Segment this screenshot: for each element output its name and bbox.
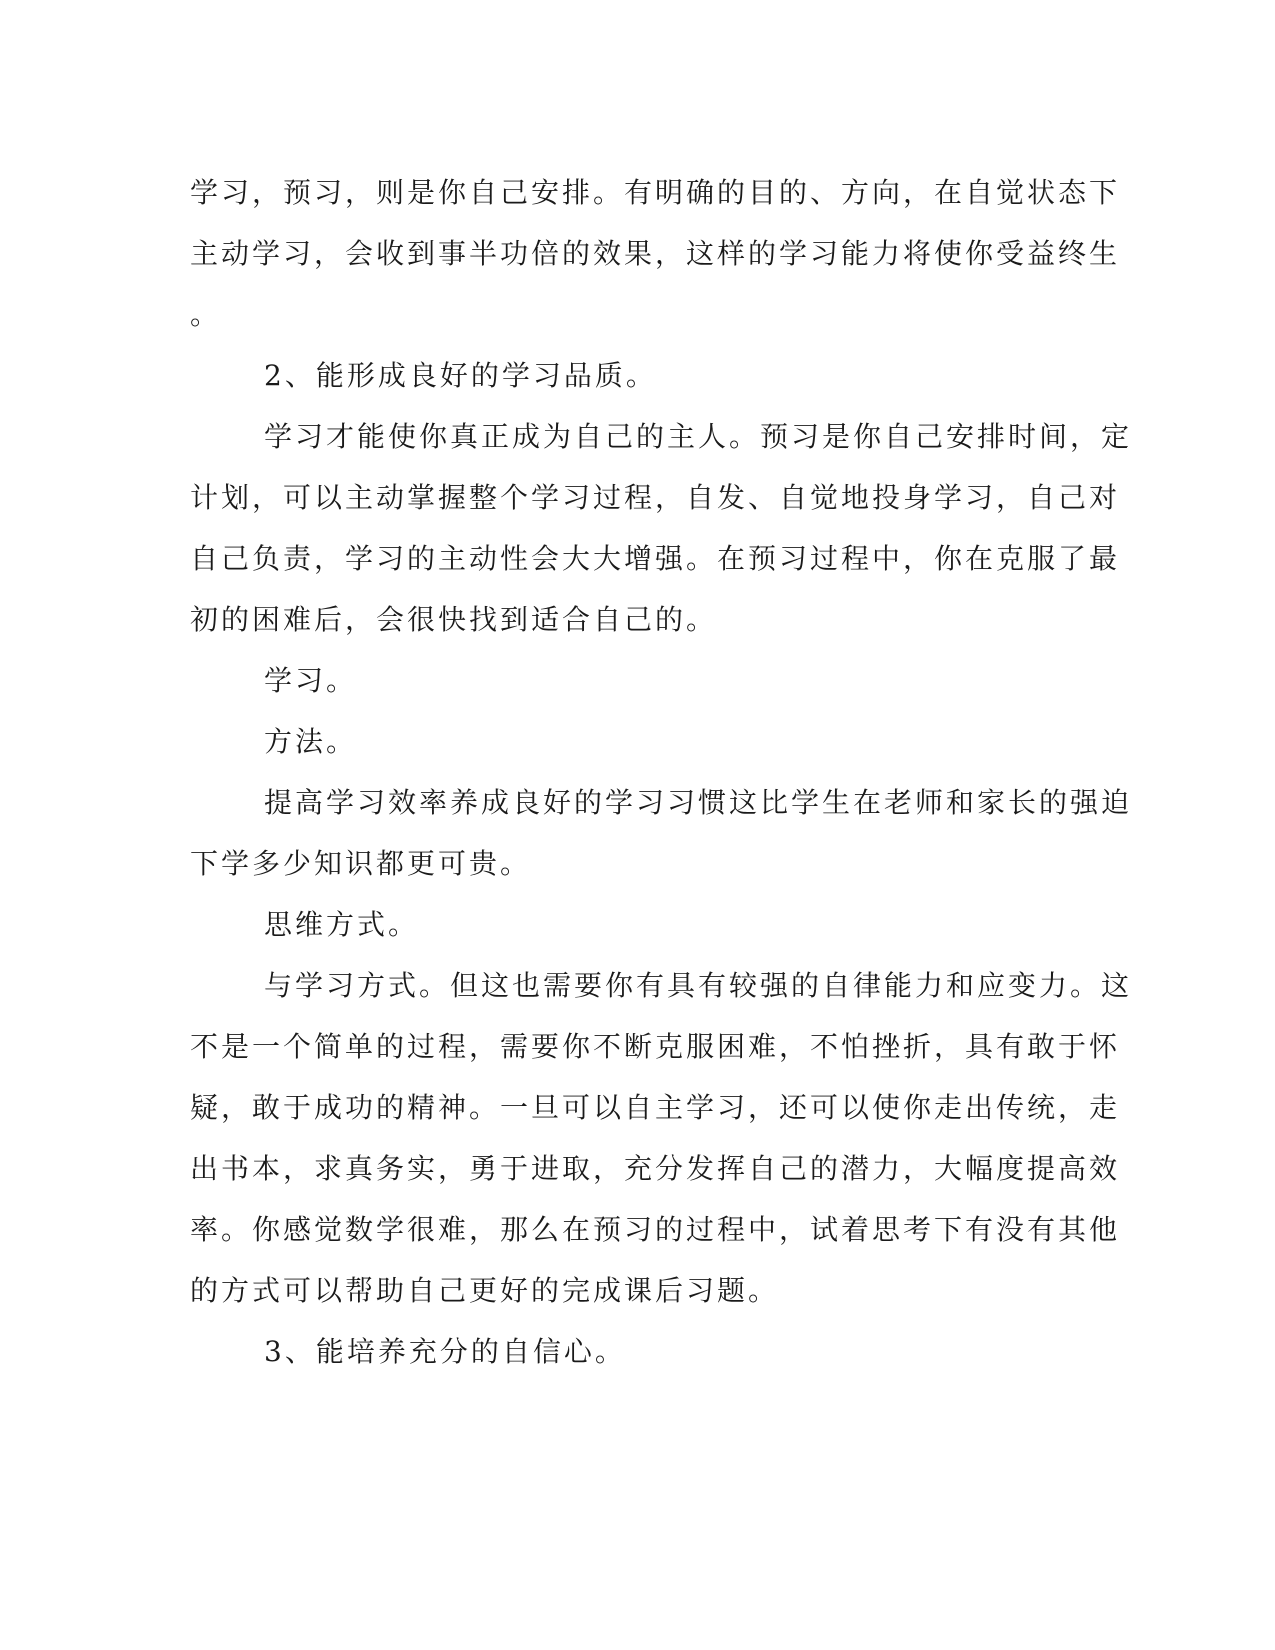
text-line: 。 xyxy=(190,298,222,331)
text-line: 出书本，求真务实，勇于进取，充分发挥自己的潜力，大幅度提高效 xyxy=(190,1152,1121,1185)
text-line: 不是一个简单的过程，需要你不断克服困难，不怕挫折，具有敢于怀 xyxy=(190,1030,1121,1063)
text-line: 初的困难后，会很快找到适合自己的。 xyxy=(190,603,718,636)
text-line: 学习。 xyxy=(264,664,358,697)
text-line: 下学多少知识都更可贵。 xyxy=(190,847,532,880)
text-line: 提高学习效率养成良好的学习习惯这比学生在老师和家长的强迫 xyxy=(264,786,1133,819)
text-line: 计划，可以主动掌握整个学习过程，自发、自觉地投身学习，自己对 xyxy=(190,481,1121,514)
document-body xyxy=(190,162,1133,1382)
section-heading: 2、能形成良好的学习品质。 xyxy=(264,359,657,392)
text-line: 疑，敢于成功的精神。一旦可以自主学习，还可以使你走出传统，走 xyxy=(190,1091,1121,1124)
text-line: 主动学习，会收到事半功倍的效果，这样的学习能力将使你受益终生 xyxy=(190,237,1121,270)
text-line: 率。你感觉数学很难，那么在预习的过程中，试着思考下有没有其他 xyxy=(190,1213,1121,1246)
text-line: 学习才能使你真正成为自己的主人。预习是你自己安排时间，定 xyxy=(264,420,1133,453)
text-line: 学习，预习，则是你自己安排。有明确的目的、方向，在自觉状态下 xyxy=(190,176,1121,209)
text-line: 与学习方式。但这也需要你有具有较强的自律能力和应变力。这 xyxy=(264,969,1133,1002)
section-heading: 3、能培养充分的自信心。 xyxy=(264,1335,626,1368)
text-line: 的方式可以帮助自己更好的完成课后习题。 xyxy=(190,1274,780,1307)
text-line: 方法。 xyxy=(264,725,358,758)
text-line: 思维方式。 xyxy=(264,908,420,941)
text-line: 自己负责，学习的主动性会大大增强。在预习过程中，你在克服了最 xyxy=(190,542,1121,575)
